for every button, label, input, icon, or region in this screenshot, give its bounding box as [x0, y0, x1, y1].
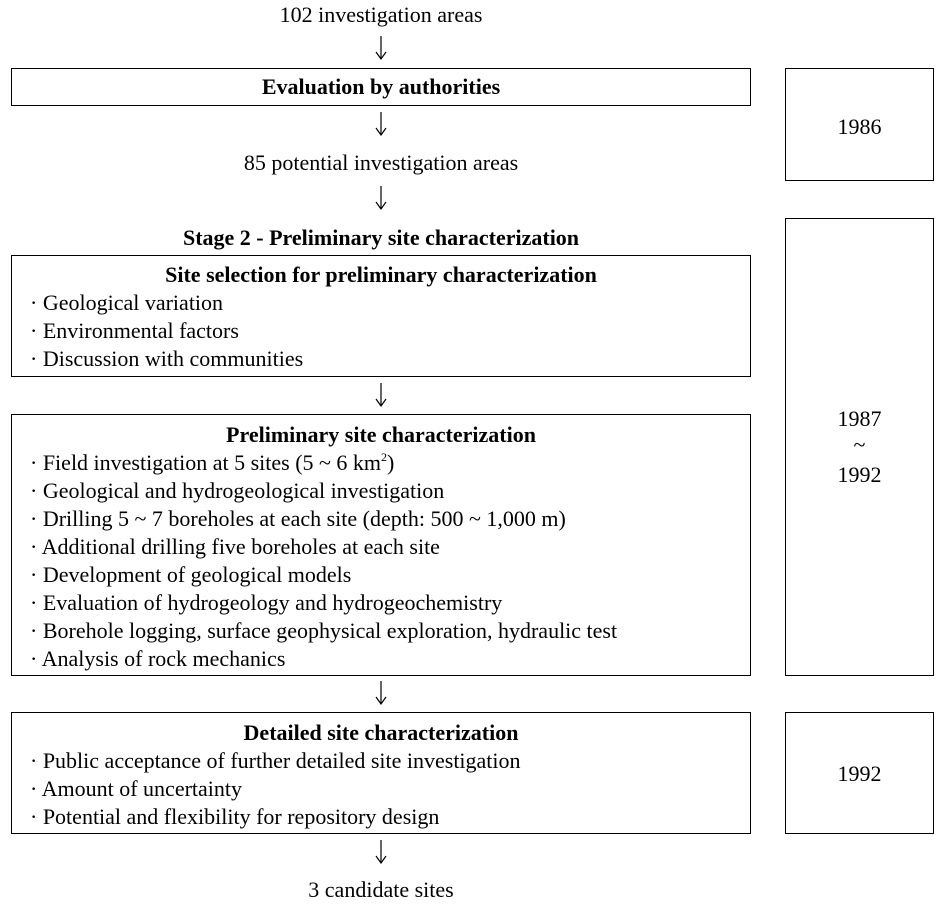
- year-label: 1986: [837, 114, 882, 139]
- list-item: · Evaluation of hydrogeology and hydrogeochemistry: [30, 590, 503, 615]
- down-arrow-icon: [371, 838, 391, 868]
- end-label: 3 candidate sites: [308, 877, 454, 902]
- list-item: · Geological and hydrogeological investigation: [30, 478, 445, 503]
- year-box-1987-1992: [785, 218, 934, 676]
- down-arrow-icon: [371, 110, 391, 140]
- item-text: · Field investigation at 5 sites (5 ~ 6 km: [30, 450, 382, 475]
- list-item: · Environmental factors: [30, 318, 239, 343]
- potential-label: 85 potential investigation areas: [243, 150, 519, 175]
- list-item: · Drilling 5 ~ 7 boreholes at each site (depth: 500 ~ 1,000 m): [30, 506, 566, 531]
- list-item: · Amount of uncertainty: [30, 776, 243, 801]
- down-arrow-icon: [371, 34, 391, 64]
- list-item: · Discussion with communities: [30, 346, 304, 371]
- year-range-separator: ~: [853, 432, 866, 457]
- start-label: 102 investigation areas: [279, 2, 483, 27]
- list-item: · Analysis of rock mechanics: [30, 646, 286, 671]
- preliminary-box: [11, 414, 751, 676]
- evaluation-box: [11, 68, 751, 106]
- evaluation-title: Evaluation by authorities: [261, 74, 501, 99]
- superscript: 2: [381, 450, 388, 464]
- site-selection-box: [11, 255, 751, 377]
- year-box-1992: [785, 712, 934, 834]
- list-item: · Development of geological models: [30, 562, 352, 587]
- preliminary-title: Preliminary site characterization: [226, 422, 536, 447]
- year-box-1986: [785, 68, 934, 181]
- list-item: · Additional drilling five boreholes at each site: [30, 534, 440, 559]
- site-selection-title: Site selection for preliminary characterization: [165, 262, 597, 287]
- stage-label: Stage 2 - Preliminary site characterization: [182, 225, 580, 250]
- list-item: · Borehole logging, surface geophysical exploration, hydraulic test: [30, 618, 618, 643]
- list-item: · Public acceptance of further detailed site investigation: [30, 748, 521, 773]
- year-label: 1992: [837, 761, 882, 786]
- list-item: · Geological variation: [30, 290, 224, 315]
- detailed-title: Detailed site characterization: [243, 720, 519, 745]
- year-range-start: 1987: [837, 406, 882, 431]
- list-item: · Potential and flexibility for repository design: [30, 804, 440, 829]
- down-arrow-icon: [371, 184, 391, 214]
- detailed-box: [11, 712, 751, 834]
- year-range-end: 1992: [837, 462, 882, 487]
- down-arrow-icon: [371, 381, 391, 411]
- item-close: ): [387, 450, 395, 475]
- down-arrow-icon: [371, 679, 391, 709]
- list-item: [12, 449, 750, 477]
